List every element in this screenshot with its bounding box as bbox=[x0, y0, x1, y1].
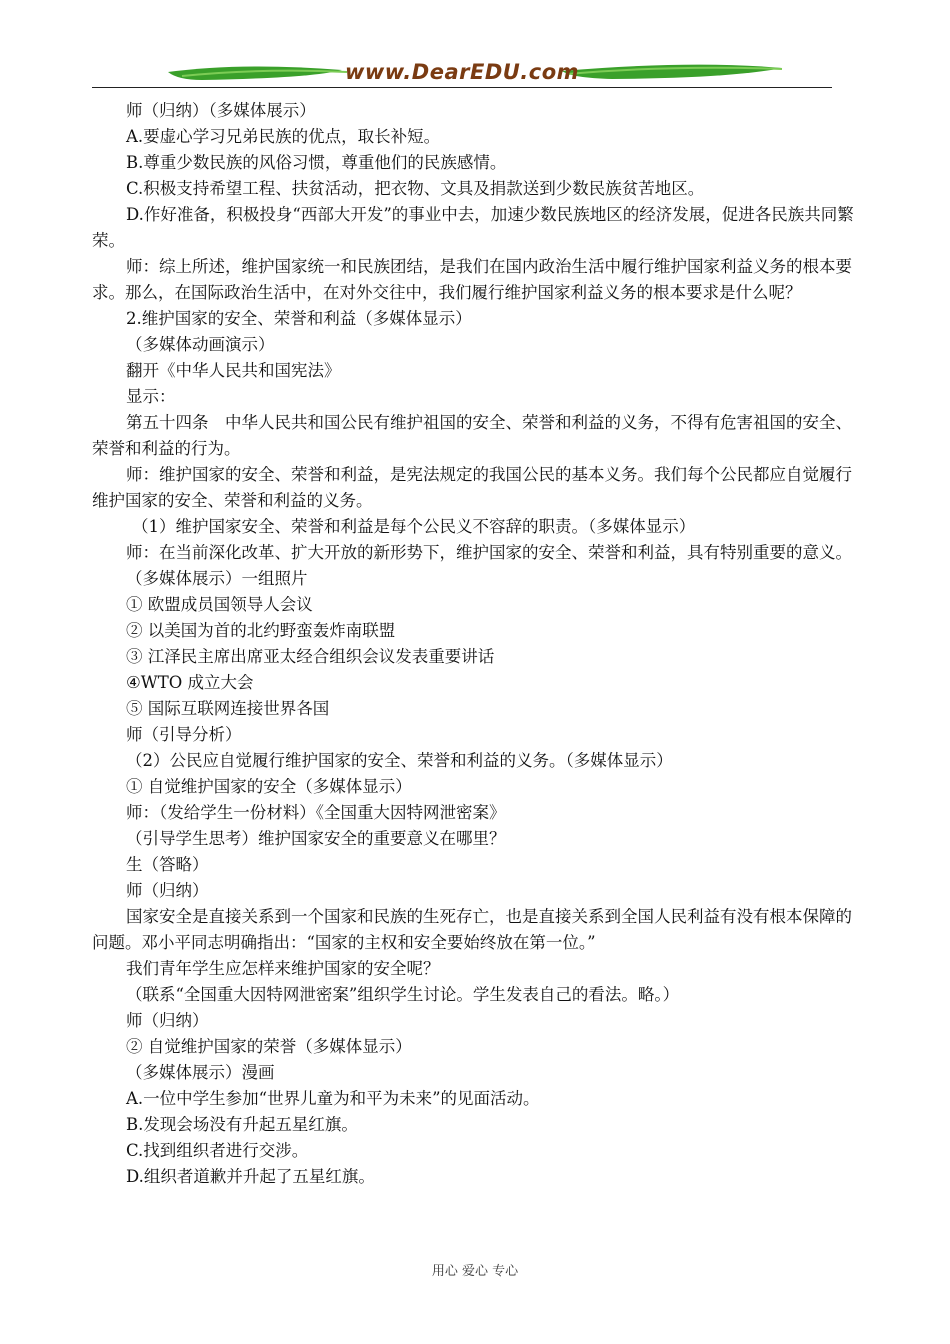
text-line: ② 自觉维护国家的荣誉（多媒体显示） bbox=[126, 1037, 412, 1056]
paragraph: 师：综上所述，维护国家统一和民族团结，是我们在国内政治生活中履行维护国家利益义务的根本要求。那么，在国际政治生活中，在对外交往中，我们履行维护国家利益义务的根本要求是什么呢？ bbox=[92, 257, 852, 302]
list-item: D.组织者道歉并升起了五星红旗。 bbox=[126, 1167, 375, 1186]
text-line: 师（归纳） bbox=[126, 1011, 209, 1030]
text-line: B.尊重少数民族的风俗习惯，尊重他们的民族感情。 bbox=[126, 153, 507, 172]
list-item: A.一位中学生参加“世界儿童为和平为未来”的见面活动。 bbox=[126, 1089, 540, 1108]
text-line: （多媒体动画演示） bbox=[126, 335, 275, 354]
text-line: 2.维护国家的安全、荣誉和利益（多媒体显示） bbox=[126, 309, 472, 328]
text-line: 生（答略） bbox=[126, 855, 209, 874]
text-line: ① 自觉维护国家的安全（多媒体显示） bbox=[126, 777, 412, 796]
text-line: 我们青年学生应怎样来维护国家的安全呢？ bbox=[126, 959, 440, 978]
text-line: （1）维护国家安全、荣誉和利益是每个公民义不容辞的职责。（多媒体显示） bbox=[132, 517, 696, 536]
list-item: ④WTO 成立大会 bbox=[126, 673, 254, 692]
list-item: ① 欧盟成员国领导人会议 bbox=[126, 595, 313, 614]
text-line: 师（引导分析） bbox=[126, 725, 242, 744]
paragraph: 第五十四条 中华人民共和国公民有维护祖国的安全、荣誉和利益的义务，不得有危害祖国的安全、荣誉和利益的行为。 bbox=[92, 413, 852, 458]
text-line: A.要虚心学习兄弟民族的优点，取长补短。 bbox=[126, 127, 441, 146]
text-line: （联系“全国重大因特网泄密案”组织学生讨论。学生发表自己的看法。略。） bbox=[126, 985, 680, 1004]
text-line: 师（归纳） bbox=[126, 881, 209, 900]
paragraph: 师：在当前深化改革、扩大开放的新形势下，维护国家的安全、荣誉和利益，具有特别重要的意义。 bbox=[126, 543, 852, 562]
paragraph: 国家安全是直接关系到一个国家和民族的生死存亡，也是直接关系到全国人民利益有没有根本保障的问题。邓小平同志明确指出：“国家的主权和安全要始终放在第一位。” bbox=[92, 907, 852, 952]
list-item: ③ 江泽民主席出席亚太经合组织会议发表重要讲话 bbox=[126, 647, 495, 666]
text-line: （引导学生思考）维护国家安全的重要意义在哪里？ bbox=[126, 829, 506, 848]
paragraph: D.作好准备，积极投身“西部大开发”的事业中去，加速少数民族地区的经济发展，促进各民族共同繁荣。 bbox=[92, 205, 854, 250]
list-item: B.发现会场没有升起五星红旗。 bbox=[126, 1115, 358, 1134]
list-item: ② 以美国为首的北约野蛮轰炸南联盟 bbox=[126, 621, 396, 640]
document-body bbox=[92, 98, 862, 1190]
text-line: 师：（发给学生一份材料）《全国重大因特网泄密案》 bbox=[126, 803, 506, 822]
page-footer: 用心 爱心 专心 bbox=[431, 1264, 519, 1279]
text-line: （2）公民应自觉履行维护国家的安全、荣誉和利益的义务。（多媒体显示） bbox=[126, 751, 673, 770]
site-logo-text[interactable]: www.DearEDU.com bbox=[344, 60, 580, 84]
text-line: （多媒体展示）一组照片 bbox=[126, 569, 308, 588]
text-line: C.积极支持希望工程、扶贫活动，把衣物、文具及捐款送到少数民族贫苦地区。 bbox=[126, 179, 705, 198]
header-rule bbox=[92, 87, 832, 88]
text-line: 显示： bbox=[126, 387, 176, 406]
text-line: 翻开《中华人民共和国宪法》 bbox=[126, 361, 341, 380]
text-line: （多媒体展示）漫画 bbox=[126, 1063, 275, 1082]
list-item: C.找到组织者进行交涉。 bbox=[126, 1141, 309, 1160]
text-line: 师（归纳）（多媒体展示） bbox=[126, 101, 316, 120]
paragraph: 师：维护国家的安全、荣誉和利益，是宪法规定的我国公民的基本义务。我们每个公民都应自觉履行维护国家的安全、荣誉和利益的义务。 bbox=[92, 465, 852, 510]
list-item: ⑤ 国际互联网连接世界各国 bbox=[126, 699, 330, 718]
